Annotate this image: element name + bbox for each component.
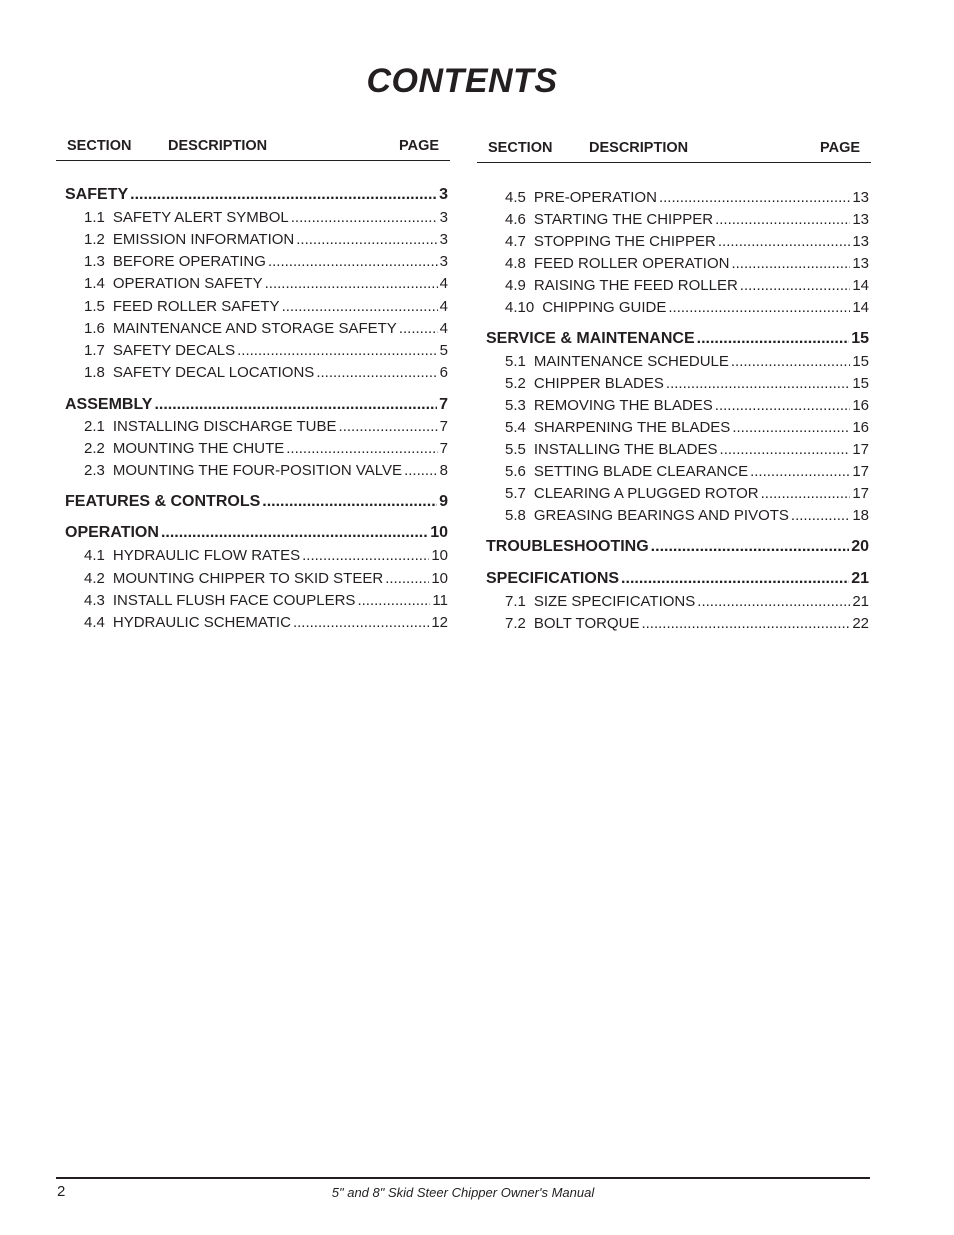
toc-section-entry: [65, 396, 448, 414]
entry-title: SAFETY ALERT SYMBOL: [112, 209, 289, 226]
entry-page-number: 14: [852, 277, 869, 294]
entry-title: MOUNTING CHIPPER TO SKID STEER: [112, 570, 384, 587]
dot-leader: [339, 418, 438, 435]
entry-page-number: 20: [851, 538, 869, 555]
entry-page-number: 13: [852, 255, 869, 272]
toc-subsection-entry: [505, 211, 869, 228]
entry-number: 1.1: [84, 209, 105, 226]
entry-title: STARTING THE CHIPPER: [533, 211, 714, 228]
entry-title: BOLT TORQUE: [533, 615, 640, 632]
entry-title: MAINTENANCE SCHEDULE: [533, 353, 729, 370]
toc-subsection-entry: [84, 418, 448, 435]
toc-section-entry: [486, 538, 869, 556]
dot-leader: [268, 253, 438, 270]
entry-title: RAISING THE FEED ROLLER: [533, 277, 738, 294]
entry-page-number: 15: [851, 330, 869, 347]
entry-number: 5.4: [505, 419, 526, 436]
entry-number: 1.8: [84, 364, 105, 381]
dot-leader: [161, 524, 428, 542]
entry-title: MOUNTING THE CHUTE: [112, 440, 285, 457]
toc-section-entry: [65, 524, 448, 542]
entry-title: FEATURES & CONTROLS: [65, 493, 261, 510]
entry-number: 4.6: [505, 211, 526, 228]
dot-leader: [659, 189, 850, 206]
entry-page-number: 13: [852, 233, 869, 250]
entry-page-number: 10: [431, 570, 448, 587]
toc-subsection-entry: [84, 209, 448, 226]
entry-number: 4.1: [84, 547, 105, 564]
entry-title: SETTING BLADE CLEARANCE: [533, 463, 749, 480]
entry-title: FEED ROLLER OPERATION: [533, 255, 730, 272]
header-page: PAGE: [820, 140, 861, 156]
toc-section-entry: [486, 330, 869, 348]
toc-subsection-entry: [505, 419, 869, 436]
entry-page-number: 21: [852, 593, 869, 610]
toc-subsection-entry: [84, 440, 448, 457]
entry-title: SAFETY: [65, 186, 129, 203]
toc-subsection-entry: [505, 353, 869, 370]
dot-leader: [262, 493, 437, 511]
dot-leader: [130, 186, 437, 204]
entry-number: 1.2: [84, 231, 105, 248]
entry-page-number: 21: [851, 570, 869, 587]
entry-page-number: 13: [852, 211, 869, 228]
dot-leader: [237, 342, 438, 359]
entry-title: FEED ROLLER SAFETY: [112, 298, 280, 315]
header-page: PAGE: [399, 138, 440, 154]
dot-leader: [641, 615, 850, 632]
dot-leader: [715, 397, 851, 414]
dot-leader: [651, 538, 850, 556]
toc-subsection-entry: [84, 547, 448, 564]
entry-number: 4.8: [505, 255, 526, 272]
entry-title: PRE-OPERATION: [533, 189, 657, 206]
entry-page-number: 15: [852, 375, 869, 392]
entry-number: 1.5: [84, 298, 105, 315]
toc-subsection-entry: [84, 614, 448, 631]
footer-rule: [56, 1177, 870, 1179]
entry-title: SAFETY DECALS: [112, 342, 236, 359]
entry-page-number: 17: [852, 485, 869, 502]
dot-leader: [666, 375, 850, 392]
entry-number: 5.2: [505, 375, 526, 392]
entry-page-number: 8: [439, 462, 448, 479]
toc-subsection-entry: [84, 320, 448, 337]
dot-leader: [302, 547, 429, 564]
dot-leader: [718, 233, 850, 250]
toc-subsection-entry: [505, 441, 869, 458]
toc-subsection-entry: [505, 189, 869, 206]
entry-title: OPERATION: [65, 524, 159, 541]
dot-leader: [697, 330, 850, 348]
toc-subsection-entry: [505, 485, 869, 502]
entry-number: 4.4: [84, 614, 105, 631]
toc-subsection-entry: [505, 375, 869, 392]
dot-leader: [621, 570, 849, 588]
entry-page-number: 6: [439, 364, 448, 381]
entry-title: MOUNTING THE FOUR-POSITION VALVE: [112, 462, 403, 479]
entry-number: 5.5: [505, 441, 526, 458]
entry-title: SERVICE & MAINTENANCE: [486, 330, 695, 347]
entry-number: 7.2: [505, 615, 526, 632]
entry-number: 4.10: [505, 299, 535, 316]
entry-page-number: 3: [439, 231, 448, 248]
toc-subsection-entry: [505, 593, 869, 610]
entry-page-number: 17: [852, 463, 869, 480]
page-title: CONTENTS: [366, 62, 558, 100]
entry-title: SAFETY DECAL LOCATIONS: [112, 364, 315, 381]
entry-page-number: 15: [852, 353, 869, 370]
entry-title: EMISSION INFORMATION: [112, 231, 295, 248]
entry-title: BEFORE OPERATING: [112, 253, 266, 270]
entry-page-number: 16: [852, 397, 869, 414]
dot-leader: [720, 441, 851, 458]
toc-subsection-entry: [84, 364, 448, 381]
header-description: DESCRIPTION: [168, 138, 268, 154]
entry-page-number: 7: [439, 440, 448, 457]
dot-leader: [286, 440, 437, 457]
toc-subsection-entry: [505, 397, 869, 414]
toc-subsection-entry: [84, 253, 448, 270]
toc-subsection-entry: [505, 507, 869, 524]
entry-number: 4.7: [505, 233, 526, 250]
dot-leader: [404, 462, 438, 479]
dot-leader: [791, 507, 850, 524]
toc-subsection-entry: [505, 233, 869, 250]
dot-leader: [385, 570, 429, 587]
entry-number: 5.6: [505, 463, 526, 480]
entry-title: CHIPPER BLADES: [533, 375, 664, 392]
toc-subsection-entry: [505, 463, 869, 480]
dot-leader: [291, 209, 438, 226]
entry-page-number: 11: [432, 592, 448, 609]
toc-section-entry: [486, 570, 869, 588]
toc-subsection-entry: [505, 615, 869, 632]
entry-number: 5.7: [505, 485, 526, 502]
dot-leader: [715, 211, 850, 228]
entry-number: 5.1: [505, 353, 526, 370]
dot-leader: [293, 614, 429, 631]
entry-title: OPERATION SAFETY: [112, 275, 263, 292]
dot-leader: [316, 364, 437, 381]
entry-title: INSTALLING DISCHARGE TUBE: [112, 418, 337, 435]
entry-page-number: 18: [852, 507, 869, 524]
toc-subsection-entry: [84, 275, 448, 292]
entry-page-number: 17: [852, 441, 869, 458]
entry-page-number: 9: [439, 493, 448, 510]
entry-page-number: 14: [852, 299, 869, 316]
entry-number: 4.3: [84, 592, 105, 609]
toc-subsection-entry: [84, 462, 448, 479]
dot-leader: [732, 419, 850, 436]
dot-leader: [668, 299, 850, 316]
entry-number: 1.6: [84, 320, 105, 337]
entry-title: SPECIFICATIONS: [486, 570, 620, 587]
dot-leader: [731, 353, 850, 370]
entry-page-number: 3: [439, 186, 448, 203]
entry-number: 2.3: [84, 462, 105, 479]
entry-title: TROUBLESHOOTING: [486, 538, 649, 555]
entry-title: SHARPENING THE BLADES: [533, 419, 731, 436]
toc-section-entry: [65, 186, 448, 204]
entry-number: 1.4: [84, 275, 105, 292]
entry-title: INSTALLING THE BLADES: [533, 441, 718, 458]
entry-number: 2.2: [84, 440, 105, 457]
entry-page-number: 4: [439, 275, 448, 292]
entry-title: CLEARING A PLUGGED ROTOR: [533, 485, 759, 502]
entry-title: ASSEMBLY: [65, 396, 153, 413]
entry-title: HYDRAULIC SCHEMATIC: [112, 614, 291, 631]
footer-page-number: 2: [57, 1183, 66, 1200]
entry-page-number: 10: [431, 547, 448, 564]
dot-leader: [399, 320, 438, 337]
dot-leader: [750, 463, 850, 480]
toc-subsection-entry: [505, 255, 869, 272]
dot-leader: [265, 275, 438, 292]
header-section: SECTION: [67, 138, 132, 154]
entry-number: 5.8: [505, 507, 526, 524]
entry-title: MAINTENANCE AND STORAGE SAFETY: [112, 320, 397, 337]
entry-number: 1.7: [84, 342, 105, 359]
header-section: SECTION: [488, 140, 553, 156]
dot-leader: [731, 255, 850, 272]
entry-number: 1.3: [84, 253, 105, 270]
dot-leader: [296, 231, 437, 248]
dot-leader: [282, 298, 438, 315]
entry-page-number: 16: [852, 419, 869, 436]
entry-title: STOPPING THE CHIPPER: [533, 233, 716, 250]
dot-leader: [740, 277, 851, 294]
entry-number: 4.2: [84, 570, 105, 587]
entry-number: 7.1: [505, 593, 526, 610]
entry-number: 4.9: [505, 277, 526, 294]
toc-subsection-entry: [84, 570, 448, 587]
entry-title: HYDRAULIC FLOW RATES: [112, 547, 301, 564]
entry-page-number: 12: [431, 614, 448, 631]
toc-subsection-entry: [84, 298, 448, 315]
entry-page-number: 3: [439, 209, 448, 226]
entry-page-number: 7: [439, 396, 448, 413]
entry-title: REMOVING THE BLADES: [533, 397, 713, 414]
entry-page-number: 4: [439, 320, 448, 337]
entry-page-number: 22: [852, 615, 869, 632]
entry-page-number: 3: [439, 253, 448, 270]
toc-header-right: [477, 138, 871, 163]
footer-manual-title: 5" and 8" Skid Steer Chipper Owner's Manual: [331, 1185, 595, 1200]
toc-header-left: [56, 136, 450, 161]
entry-number: 5.3: [505, 397, 526, 414]
entry-number: 2.1: [84, 418, 105, 435]
entry-page-number: 5: [439, 342, 448, 359]
entry-number: 4.5: [505, 189, 526, 206]
entry-page-number: 7: [439, 418, 448, 435]
entry-page-number: 13: [852, 189, 869, 206]
toc-section-entry: [65, 493, 448, 511]
entry-title: INSTALL FLUSH FACE COUPLERS: [112, 592, 356, 609]
dot-leader: [357, 592, 430, 609]
dot-leader: [697, 593, 850, 610]
toc-subsection-entry: [84, 592, 448, 609]
entry-page-number: 4: [439, 298, 448, 315]
entry-title: SIZE SPECIFICATIONS: [533, 593, 696, 610]
entry-title: CHIPPING GUIDE: [542, 299, 667, 316]
toc-subsection-entry: [84, 231, 448, 248]
toc-subsection-entry: [505, 299, 869, 316]
toc-subsection-entry: [84, 342, 448, 359]
entry-title: GREASING BEARINGS AND PIVOTS: [533, 507, 789, 524]
dot-leader: [761, 485, 851, 502]
dot-leader: [154, 396, 437, 414]
header-description: DESCRIPTION: [589, 140, 689, 156]
toc-subsection-entry: [505, 277, 869, 294]
entry-page-number: 10: [430, 524, 448, 541]
